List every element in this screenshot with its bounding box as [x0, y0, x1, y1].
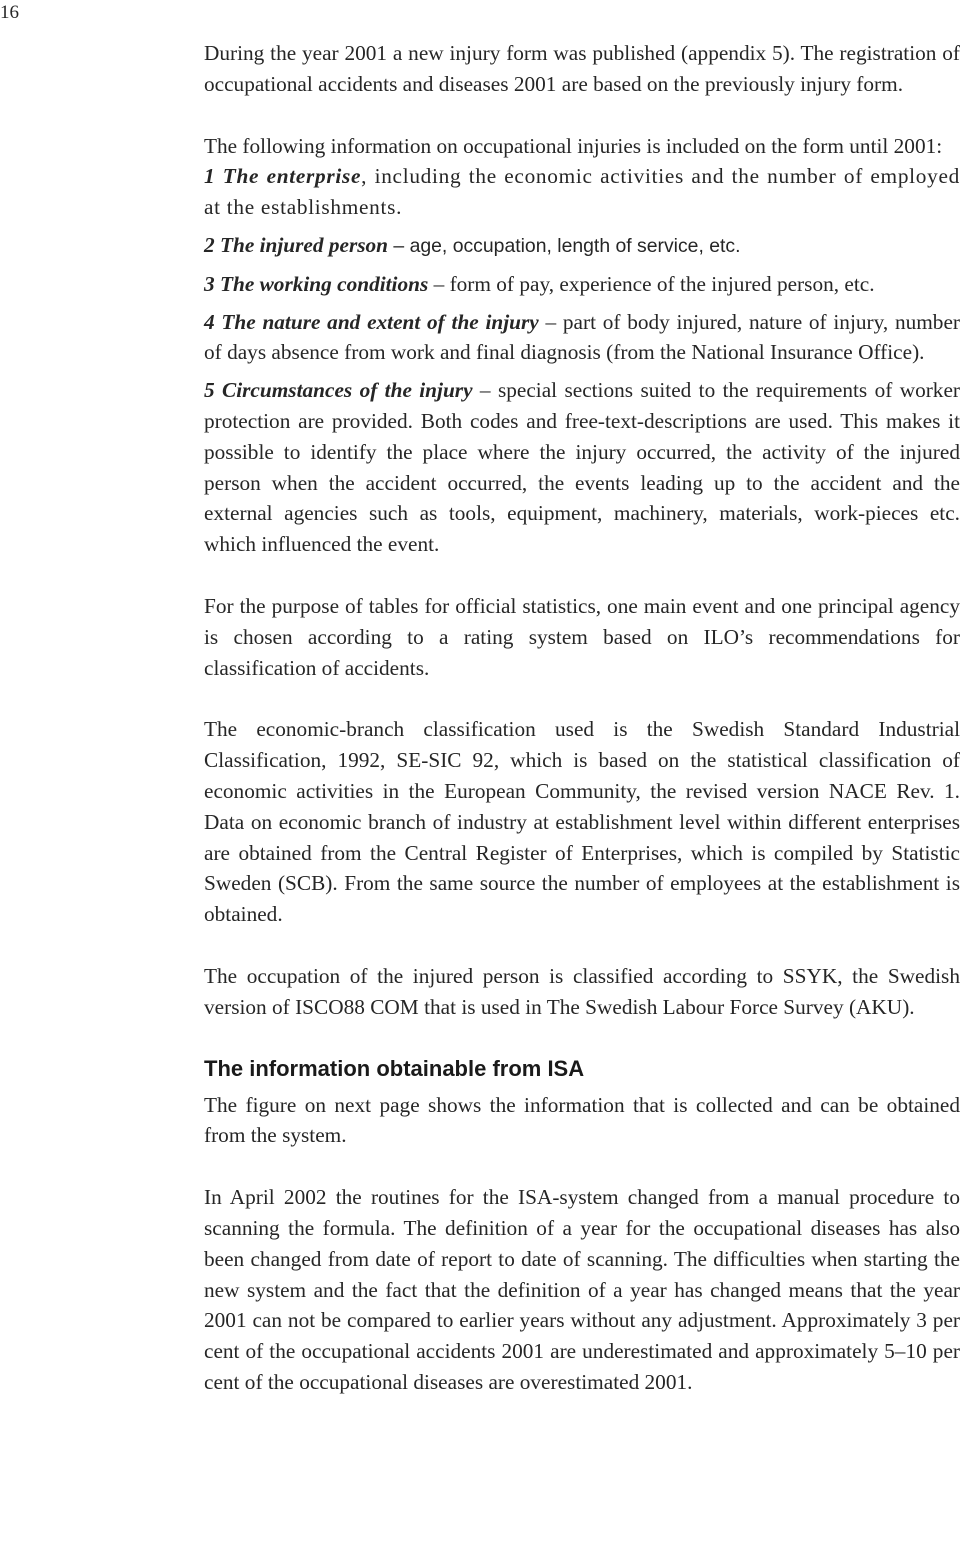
paragraph-economic-branch: The economic-branch classification used is the Swedish Standard Industrial Classification, 1992, SE-SIC 92, which is based on the statistical classification of economic activities in the European Community, the revised version NACE Rev. 1. Data on economic branch of industry at establishment level within different enterprises are obtained from the Central Register of Enterprises, which is compiled by Statistic Sweden (SCB). From the same source the number of employees at the establishment is obtained. [204, 717, 960, 927]
item-label: 2 The injured person [204, 232, 389, 257]
paragraph-form-information-intro: The following information on occupational injuries is included on the form until 2001: [204, 133, 943, 158]
paragraph-routine-changes: In April 2002 the routines for the ISA-system changed from a manual procedure to scanning the formula. The definition of a year for the occupational diseases has also been changed from date of report to date of scanning. The difficulties when starting the new system and the fact that the definition of a year has changed means that the year 2001 can not be compared to earlier years without any adjustment. Approximately 3 per cent of the occupational accidents 2001 are underestimated and approximately 5–10 per cent of the occupational diseases are overestimated 2001. [204, 1185, 960, 1394]
item-text: – part of body injured, nature of injury, number of days absence from work and final diagnosis (from the National Insurance Office). [204, 309, 960, 365]
list-item-working-conditions [204, 269, 960, 300]
paragraph-figure-reference: The figure on next page shows the information that is collected and can be obtained from the system. [204, 1092, 960, 1148]
list-item-nature-of-injury [204, 307, 960, 369]
item-label: 5 Circumstances of the injury [204, 378, 473, 403]
item-label: 1 The enterprise [204, 164, 362, 189]
item-text: , including the economic activities and the number of employed at the establishments. [204, 164, 960, 220]
list-item-injured-person [204, 230, 960, 262]
page-number: 16 [0, 2, 19, 23]
list-item-circumstances [204, 375, 960, 560]
item-label: 3 The working conditions [204, 271, 429, 296]
item-label: 4 The nature and extent of the injury [204, 309, 539, 334]
item-text: – age, occupation, length of service, etc. [388, 234, 741, 257]
paragraph-new-injury-form: During the year 2001 a new injury form was published (appendix 5). The registration of occupational accidents and diseases 2001 are based on the previously injury form. [204, 41, 960, 96]
page-body [204, 38, 960, 1398]
item-text: – form of pay, experience of the injured person, etc. [428, 271, 875, 296]
section-heading: The information obtainable from ISA [204, 1055, 585, 1081]
paragraph-official-statistics: For the purpose of tables for official statistics, one main event and one principal agency is chosen according to a rating system based on ILO’s recommendations for classification of accidents. [204, 593, 960, 680]
item-text: – special sections suited to the requirements of worker protection are provided. Both codes and free-text-descriptions are used. This makes it possible to identify the place where the injury occurred, the activity of the injured person when the accident occurred, the events leading up to the accident and the external agencies such as tools, equipment, machinery, materials, work-pieces etc. which influenced the event. [204, 378, 960, 557]
paragraph-occupation-classification: The occupation of the injured person is classified according to SSYK, the Swedish version of ISCO88 COM that is used in The Swedish Labour Force Survey (AKU). [204, 963, 960, 1019]
list-item-enterprise [204, 161, 960, 223]
